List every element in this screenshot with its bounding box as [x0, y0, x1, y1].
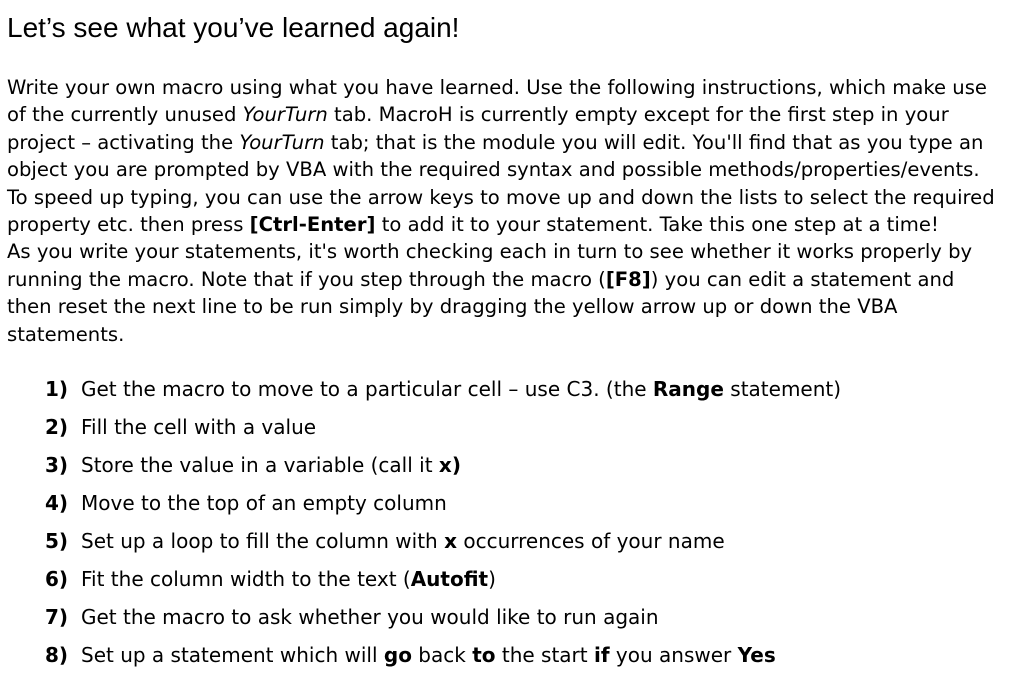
step-text: occurrences of your name [456, 529, 725, 553]
step-keyword: x) [438, 453, 461, 477]
list-item [45, 526, 841, 564]
step-number: 7) [45, 605, 69, 629]
step-text: Get the macro to ask whether you would like to run again [81, 605, 659, 629]
step-text: Store the value in a variable (call it [81, 453, 439, 477]
keyboard-shortcut: [F8] [605, 267, 651, 291]
step-number: 8) [45, 643, 69, 667]
tab-name: YourTurn [242, 103, 328, 127]
step-number: 2) [45, 415, 69, 439]
step-keyword: go [383, 643, 412, 667]
paragraph-text: to add it to your statement. Take this one step at a time! [375, 213, 939, 237]
list-item [45, 640, 841, 678]
step-text: you answer [609, 643, 738, 667]
step-text: Set up a loop to fill the column with [81, 529, 445, 553]
step-text: Get the macro to move to a particular cell – use C3. (the [81, 377, 653, 401]
step-keyword: Range [652, 377, 724, 401]
step-text: Move to the top of an empty column [81, 491, 447, 515]
list-item [45, 488, 841, 526]
instructions-paragraph [7, 74, 997, 238]
paragraph-text: tab. MacroH is currently empty except for the first step in your project – activating the [7, 103, 949, 154]
list-item [45, 374, 841, 412]
step-number: 4) [45, 491, 69, 515]
step-text: the start [495, 643, 594, 667]
step-keyword: to [472, 643, 496, 667]
step-text: ) [488, 567, 496, 591]
list-item [45, 412, 841, 450]
step-text: statement) [723, 377, 842, 401]
step-text: Set up a statement which will [81, 643, 384, 667]
step-number: 3) [45, 453, 69, 477]
instructions-paragraph [7, 238, 997, 348]
keyboard-shortcut: [Ctrl-Enter] [249, 213, 376, 237]
step-keyword: if [593, 643, 610, 667]
step-number: 1) [45, 377, 69, 401]
page-title: Let’s see what you’ve learned again! [7, 12, 460, 43]
paragraph-text: tab; that is the module you will edit. You'll find that as you type an object you are prompted by VBA with the required syntax and possible methods/properties/events. To speed up typing, you can use the arrow keys to move up and down the lists to select the required property etc. then press [7, 130, 995, 237]
steps-list [45, 374, 841, 678]
instructions-body [7, 74, 997, 348]
paragraph-text: ) you can edit a statement and then reset the next line to be run simply by dragging the yellow arrow up or down the VBA statements. [7, 267, 955, 346]
step-number: 5) [45, 529, 69, 553]
step-text: Fill the cell with a value [81, 415, 317, 439]
step-text: Fit the column width to the text ( [81, 567, 411, 591]
paragraph-text: As you write your statements, it's worth checking each in turn to see whether it works properly by running the macro. Note that if you step through the macro ( [7, 240, 973, 291]
step-keyword: Yes [737, 643, 776, 667]
step-number: 6) [45, 567, 69, 591]
step-text: back [411, 643, 473, 667]
paragraph-text: Write your own macro using what you have learned. Use the following instructions, which make use of the currently unused [7, 76, 987, 127]
tab-name: YourTurn [239, 130, 325, 154]
list-item [45, 450, 841, 488]
list-item [45, 602, 841, 640]
step-keyword: x [444, 529, 457, 553]
list-item [45, 564, 841, 602]
step-keyword: Autofit [410, 567, 489, 591]
